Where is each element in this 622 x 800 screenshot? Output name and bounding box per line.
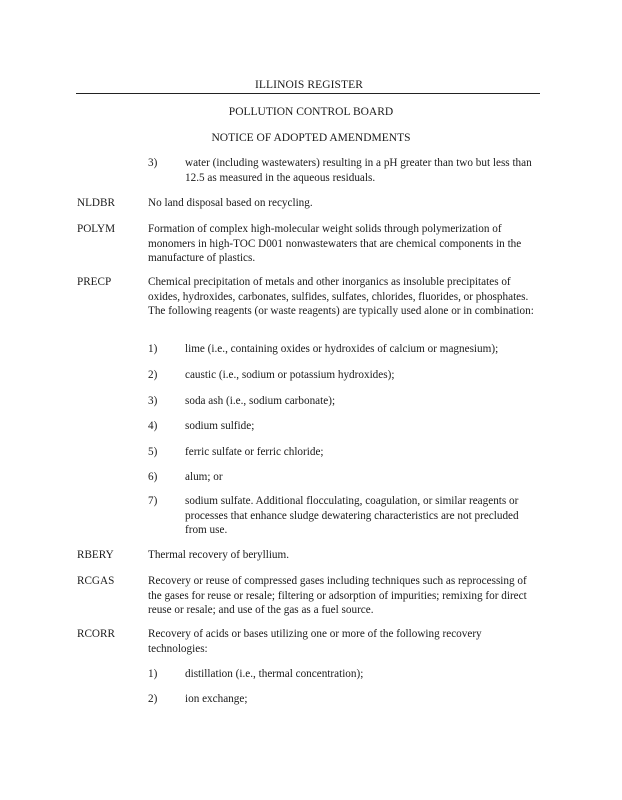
list-item-number: 3): [148, 395, 158, 407]
definition-code: POLYM: [77, 223, 116, 235]
definition-text: Recovery of acids or bases utilizing one or more of the following recovery technologies:: [148, 628, 482, 655]
header-rule: [76, 93, 540, 94]
list-item-text: sodium sulfate. Additional flocculating, coagulation, or similar reagents or processes that enhance sludge dewatering characteristics are not precluded from use.: [185, 495, 519, 536]
list-item-text: alum; or: [185, 471, 223, 483]
list-item-number: 1): [148, 668, 158, 680]
definition-text: Chemical precipitation of metals and other inorganics as insoluble precipitates of oxides, hydroxides, carbonates, sulfides, sulfates, chlorides, fluorides, or phosphates. The following reagents (or waste reagents) are typically used alone or in combination:: [148, 276, 534, 317]
list-item-text: lime (i.e., containing oxides or hydroxides of calcium or magnesium);: [185, 343, 499, 355]
continuation-text: water (including wastewaters) resulting in a pH greater than two but less than 12.5 as measured in the aqueous residuals.: [185, 157, 532, 184]
list-item-text: distillation (i.e., thermal concentration);: [185, 668, 364, 680]
register-title: ILLINOIS REGISTER: [255, 79, 364, 91]
list-item-text: ferric sulfate or ferric chloride;: [185, 446, 324, 458]
list-item-number: 5): [148, 446, 158, 458]
definition-code: PRECP: [77, 276, 112, 288]
definition-text: Formation of complex high-molecular weight solids through polymerization of monomers in high-TOC D001 nonwastewaters that are chemical components in the manufacture of plastics.: [148, 223, 522, 264]
definition-code: RCGAS: [77, 575, 115, 587]
list-item-number: 6): [148, 471, 158, 483]
list-item-number: 2): [148, 693, 158, 705]
definition-code: NLDBR: [77, 197, 115, 209]
notice-title: NOTICE OF ADOPTED AMENDMENTS: [211, 132, 411, 144]
definition-text: Recovery or reuse of compressed gases including techniques such as reprocessing of the gases for reuse or resale; filtering or adsorption of impurities; remixing for direct reuse or resale; and use of the gas as a fuel source.: [148, 575, 527, 616]
definition-code: RCORR: [77, 628, 115, 640]
list-item-text: ion exchange;: [185, 693, 248, 705]
list-item-number: 2): [148, 369, 158, 381]
list-item-number: 1): [148, 343, 158, 355]
board-title: POLLUTION CONTROL BOARD: [228, 106, 394, 118]
definition-text: No land disposal based on recycling.: [148, 197, 313, 209]
list-item-text: caustic (i.e., sodium or potassium hydroxides);: [185, 369, 395, 381]
list-item-number: 4): [148, 420, 158, 432]
list-item-text: sodium sulfide;: [185, 420, 255, 432]
continuation-number: 3): [148, 157, 158, 169]
list-item-text: soda ash (i.e., sodium carbonate);: [185, 395, 336, 407]
definition-code: RBERY: [77, 549, 114, 561]
definition-text: Thermal recovery of beryllium.: [148, 549, 290, 561]
list-item-number: 7): [148, 495, 158, 507]
